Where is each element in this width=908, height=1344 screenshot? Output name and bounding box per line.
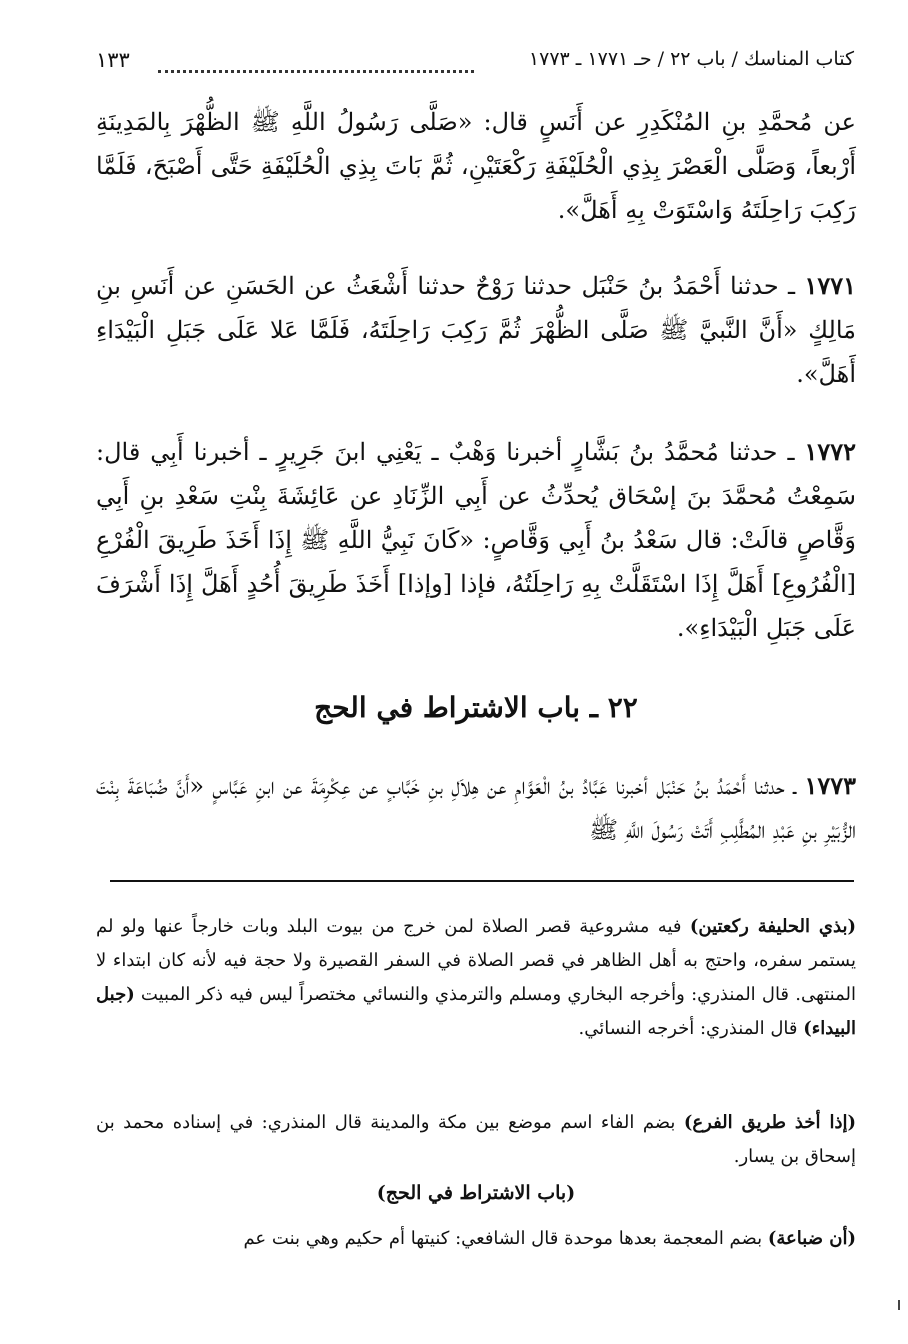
note-text: قال المنذري: أخرجه النسائي. xyxy=(578,1018,804,1039)
paragraph xyxy=(96,430,856,650)
commentary-heading: (باب الاشتراط في الحج) xyxy=(376,1182,576,1204)
running-title: كتاب المناسك / باب ٢٢ / حـ ١٧٧١ ـ ١٧٧٣ xyxy=(528,48,854,70)
hadith-number: ١٧٧١ xyxy=(804,271,856,300)
commentary-note-1 xyxy=(96,910,856,1046)
note-paragraph xyxy=(96,1222,856,1256)
paragraph-text: ـ حدثنا أَحْمَدُ بنُ حَنْبَل أخبرنا عَبَّادُ بنُ الْعَوَّامِ عن هِلاَلِ بنِ خَبَّابٍ عن عِكْرِمَةَ عن ابنِ عَبَّاسٍ «أَنَّ ضُبَاعَةَ بِنْتَ الزُّبَيْرِ بنِ عَبْدِ المُطَّلِبِ أَتَتْ رَسُولَ اللَّهِ ﷺ xyxy=(96,772,856,844)
paragraph-text: ـ حدثنا أَحْمَدُ بنُ حَنْبَل حدثنا رَوْحٌ حدثنا أَشْعَثُ عن الحَسَنِ عن أَنَسِ بنِ مَالِكٍ «أَنَّ النَّبيَّ ﷺ صَلَّى الظُّهْرَ ثُمَّ رَكِبَ رَاحِلَتَهُ، فَلَمَّا عَلا عَلَى جَبَلِ الْبَيْدَاءِ أَهَلَّ». xyxy=(96,272,856,388)
note-paragraph xyxy=(96,1106,856,1174)
paragraph xyxy=(96,764,856,852)
commentary-note-2 xyxy=(96,1106,856,1174)
note-text: بضم المعجمة بعدها موحدة قال الشافعي: كنيتها أم حكيم وهي بنت عم xyxy=(243,1228,768,1249)
paragraph-text: عن مُحمَّدِ بنِ المُنْكَدِرِ عن أَنَسٍ قال: «صَلَّى رَسُولُ اللَّهِ ﷺ الظُّهْرَ بِالمَدِينَةِ أَرْبعاً، وَصَلَّى الْعَصْرَ بِذِي الْحُلَيْفَةِ رَكْعَتَيْنِ، ثُمَّ بَاتَ بِذِي الْحُلَيْفَةِ حَتَّى أَصْبَحَ، فَلَمَّا رَكِبَ رَاحِلَتَهُ وَاسْتَوَتْ بِهِ أَهَلَّ». xyxy=(96,108,856,224)
hadith-number: ١٧٧٢ xyxy=(804,437,856,466)
hadith-continuation xyxy=(96,100,856,232)
paragraph xyxy=(96,264,856,396)
note-text: بضم الفاء اسم موضع بين مكة والمدينة قال المنذري: في إسناده محمد بن إسحاق بن يسار. xyxy=(96,1112,856,1167)
paragraph-text: ـ حدثنا مُحمَّدُ بنُ بَشَّارٍ أخبرنا وَهْبٌ ـ يَعْنِي ابنَ جَرِيرٍ ـ أخبرنا أَبِي قال: سَمِعْتُ مُحمَّدَ بنَ إسْحَاق يُحدِّثُ عن أَبِي الزِّنَادِ عن عَائِشَةَ بِنْتِ سَعْدِ بنِ أَبِي وَقَّاصٍ قالَتْ: قال سَعْدُ بنُ أَبِي وَقَّاصٍ: «كَانَ نَبِيُّ اللَّهِ ﷺ إِذَا أَخَذَ طَرِيقَ الْفُرْعِ [الْفُرُوعِ] أَهَلَّ إِذَا اسْتَقَلَّتْ بِهِ رَاحِلَتُهُ، فإذا [وإذا] أَخَذَ طَرِيقَ أُحُدٍ أَهَلَّ إِذَا أَشْرَفَ عَلَى جَبَلِ الْبَيْدَاءِ». xyxy=(96,438,856,642)
hadith-1772 xyxy=(96,430,856,650)
page-number: ١٣٣ xyxy=(96,48,130,72)
scan-edge-mark xyxy=(898,1300,900,1310)
note-keyword: (أن ضباعة) xyxy=(767,1228,856,1249)
chapter-heading: ٢٢ ـ باب الاشتراط في الحج xyxy=(314,691,638,724)
note-keyword: (إذا أخذ طريق الفرع) xyxy=(683,1112,856,1133)
header-dotted-leader xyxy=(158,70,474,73)
hadith-number: ١٧٧٣ xyxy=(804,771,856,800)
footnote-divider xyxy=(110,880,854,882)
note-text: فيه مشروعية قصر الصلاة لمن خرج من بيوت البلد وبات خارجاً عنها ولو لم يستمر سفره، واحتج به أهل الظاهر في قصر الصلاة في السفر القصيرة ولا حجة فيه لأنه كان ابتداء لا المنتهى. قال المنذري: وأخرجه البخاري ومسلم والترمذي والنسائي مختصراً ليس فيه ذكر المبيت xyxy=(96,916,857,1005)
commentary-note-3 xyxy=(96,1222,856,1256)
page-header xyxy=(96,44,854,84)
hadith-1773 xyxy=(96,764,856,852)
note-paragraph xyxy=(96,910,856,1046)
note-keyword: (جبل البيداء) xyxy=(96,984,856,1039)
note-keyword: (بذي الحليفة ركعتين) xyxy=(689,916,856,937)
hadith-1771 xyxy=(96,264,856,396)
